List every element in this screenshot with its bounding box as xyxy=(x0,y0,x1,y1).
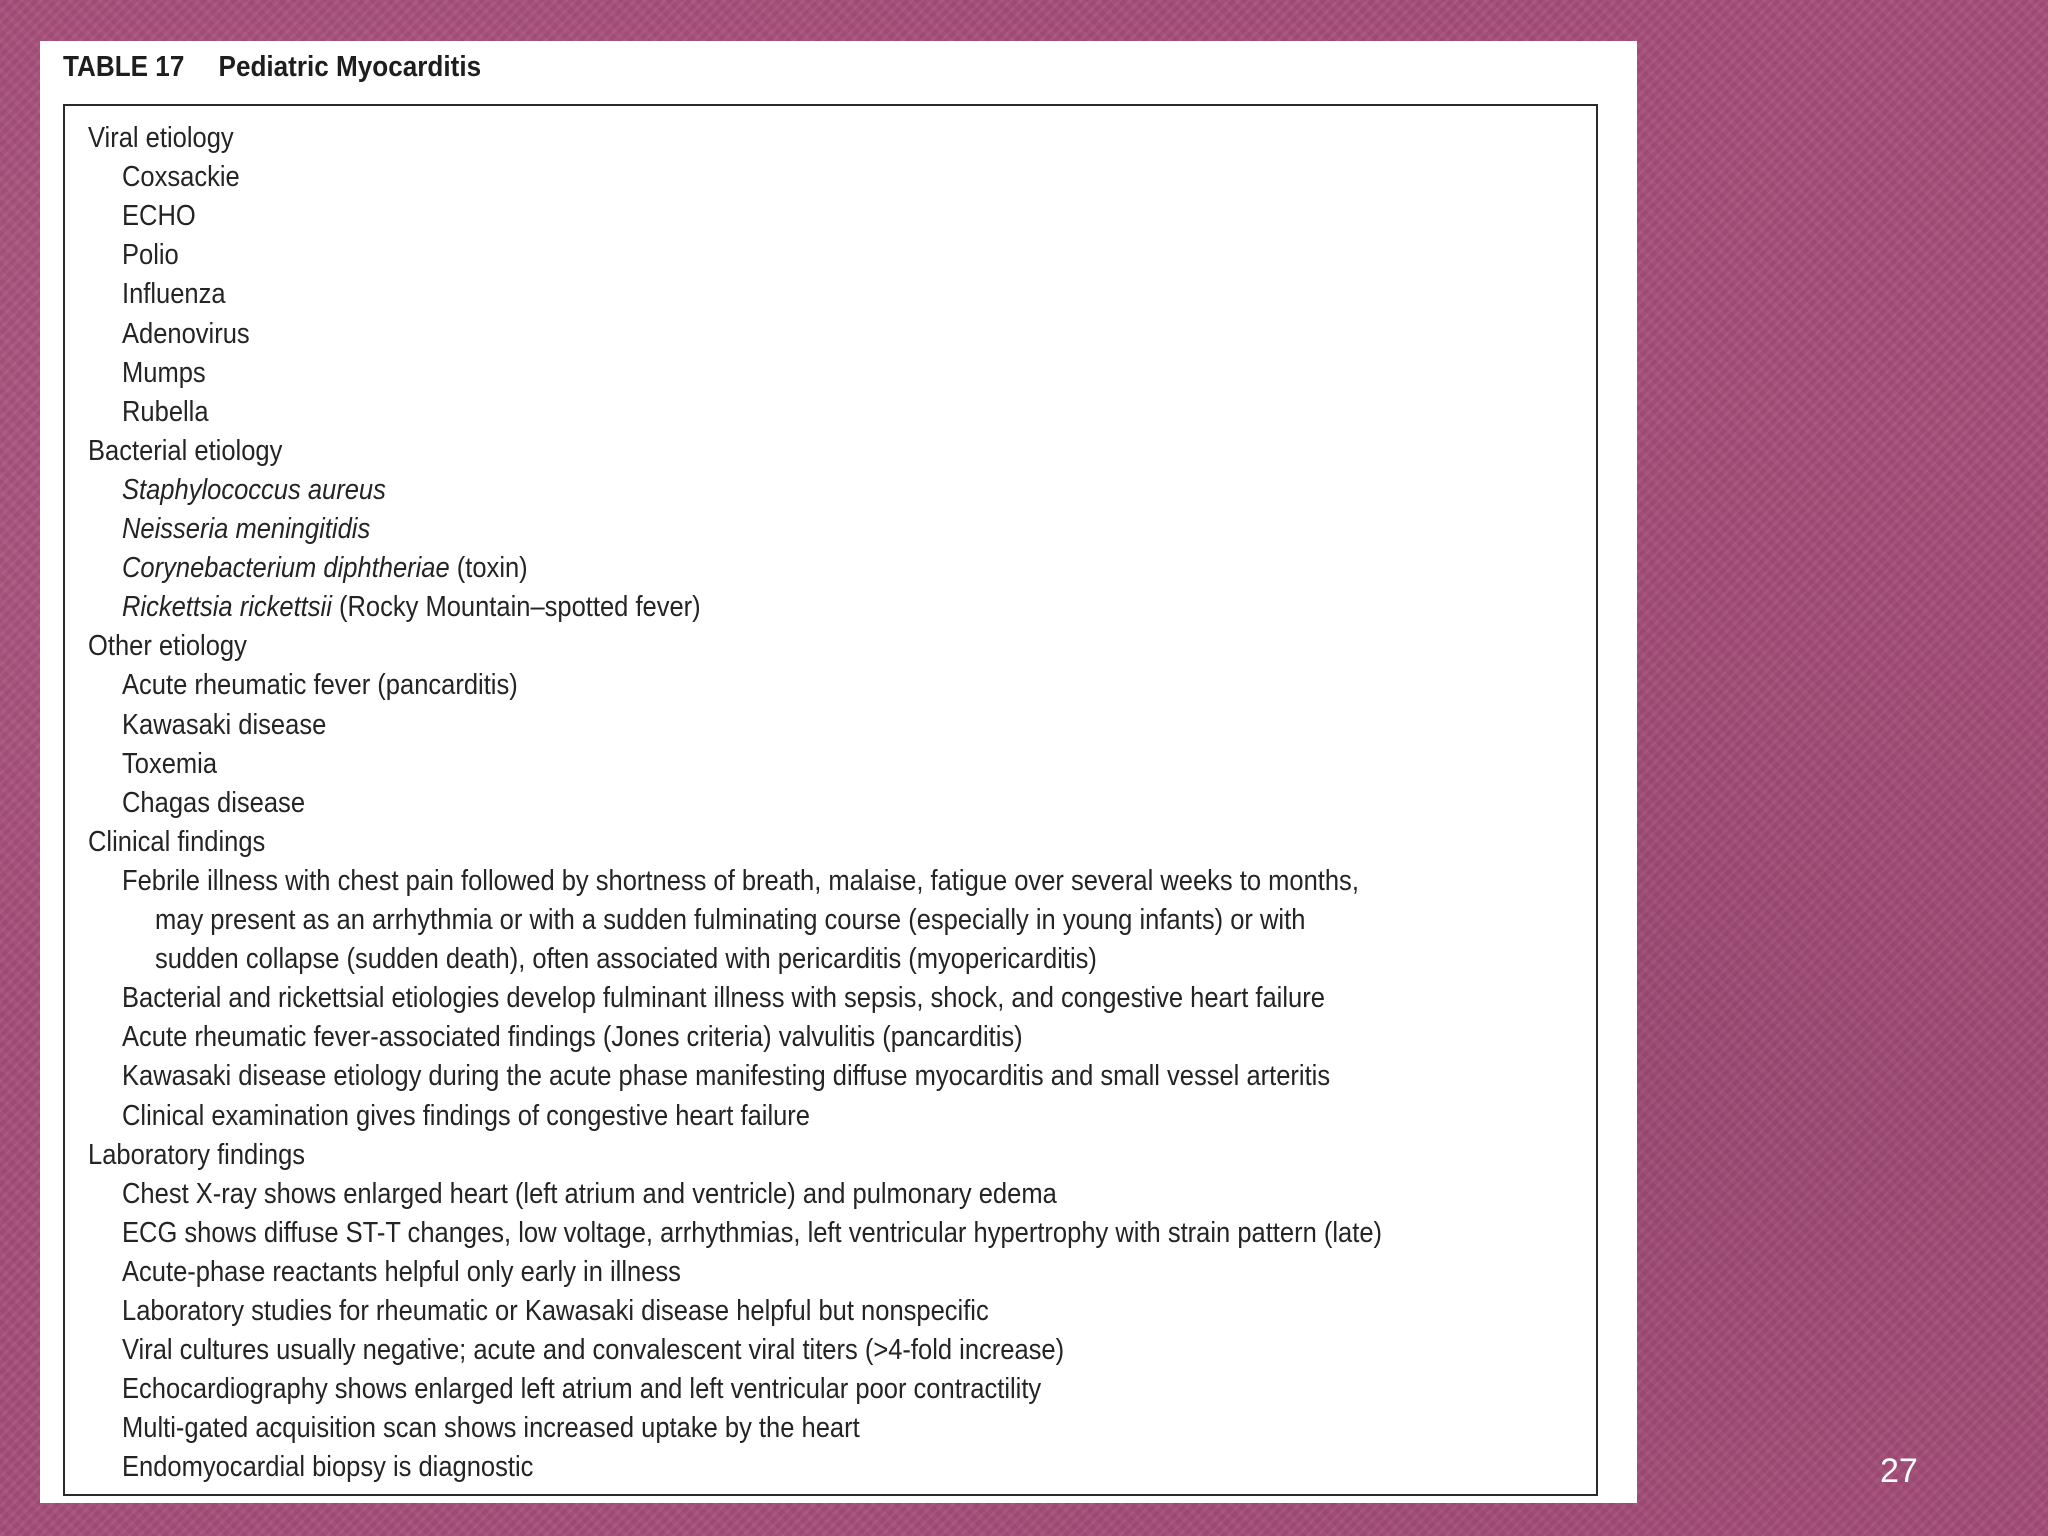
row-text: (toxin) xyxy=(449,552,528,585)
row-text: Chest X-ray shows enlarged heart (left atrium and ventricle) and pulmonary edema xyxy=(122,1177,1057,1210)
row-text: Chagas disease xyxy=(122,786,306,819)
row-text: Acute rheumatic fever (pancarditis) xyxy=(122,669,518,702)
slide-number: 27 xyxy=(1880,1452,1918,1490)
section-heading xyxy=(88,1136,305,1174)
list-item xyxy=(122,1097,810,1135)
row-text: may present as an arrhythmia or with a sudden fulminating course (especially in young infants) or with xyxy=(155,904,1306,936)
section-heading xyxy=(88,119,234,157)
table-title xyxy=(63,51,481,84)
row-text: Laboratory findings xyxy=(88,1138,306,1171)
list-item xyxy=(122,666,518,704)
list-item xyxy=(122,1370,1041,1408)
row-text: Staphylococcus aureus xyxy=(122,473,386,506)
list-item-continuation xyxy=(155,940,1097,978)
row-text: Kawasaki disease xyxy=(122,708,327,741)
list-item xyxy=(122,354,206,392)
list-item xyxy=(122,588,701,626)
row-text: Viral cultures usually negative; acute and convalescent viral titers (>4-fold increase) xyxy=(122,1334,1065,1367)
list-item xyxy=(122,1409,860,1447)
row-text: Laboratory studies for rheumatic or Kawasaki disease helpful but nonspecific xyxy=(122,1295,989,1327)
list-item xyxy=(122,706,326,744)
list-item xyxy=(122,1253,681,1291)
table-label: TABLE 17 xyxy=(63,51,185,83)
row-text: Polio xyxy=(122,239,179,272)
table-box xyxy=(63,104,1598,1496)
list-item xyxy=(122,236,179,274)
row-text: Neisseria meningitidis xyxy=(122,513,371,545)
row-text: Multi-gated acquisition scan shows increased uptake by the heart xyxy=(122,1412,860,1445)
row-text: Rubella xyxy=(122,395,209,428)
list-item xyxy=(122,784,305,822)
list-item xyxy=(122,471,386,509)
row-text: Echocardiography shows enlarged left atrium and left ventricular poor contractility xyxy=(122,1373,1042,1406)
list-item xyxy=(122,549,528,587)
list-item xyxy=(122,1448,533,1486)
row-text: Kawasaki disease etiology during the acute phase manifesting diffuse myocarditis and small vessel arteritis xyxy=(122,1060,1331,1093)
row-text: Viral etiology xyxy=(88,122,234,154)
list-item xyxy=(122,1214,1382,1252)
row-text: Acute-phase reactants helpful only early in illness xyxy=(122,1255,681,1288)
list-item xyxy=(122,315,250,353)
row-text: Bacterial etiology xyxy=(88,434,283,467)
list-item xyxy=(122,745,217,783)
row-text: Febrile illness with chest pain followed by shortness of breath, malaise, fatigue over several weeks to months, xyxy=(122,864,1359,897)
row-text: Corynebacterium diphtheriae xyxy=(122,552,450,585)
list-item xyxy=(122,1175,1057,1213)
row-text: sudden collapse (sudden death), often associated with pericarditis (myopericarditis) xyxy=(155,943,1097,976)
row-text: Rickettsia rickettsii xyxy=(122,591,332,624)
row-text: Clinical examination gives findings of congestive heart failure xyxy=(122,1099,810,1132)
list-item xyxy=(122,393,209,431)
row-text: Acute rheumatic fever-associated findings (Jones criteria) valvulitis (pancarditis) xyxy=(122,1021,1023,1054)
list-item xyxy=(122,275,226,313)
row-text: Endomyocardial biopsy is diagnostic xyxy=(122,1451,534,1484)
list-item xyxy=(122,979,1325,1017)
section-heading xyxy=(88,627,247,665)
row-text: (Rocky Mountain–spotted fever) xyxy=(331,591,701,624)
list-item-continuation xyxy=(155,901,1305,939)
row-text: Toxemia xyxy=(122,747,218,780)
section-heading xyxy=(88,823,265,861)
table-title-text: Pediatric Myocarditis xyxy=(218,51,482,83)
list-item xyxy=(122,1331,1064,1369)
list-item xyxy=(122,862,1359,900)
list-item xyxy=(122,1292,989,1330)
list-item xyxy=(122,1057,1330,1095)
row-text: Bacterial and rickettsial etiologies develop fulminant illness with sepsis, shock, and congestive heart failure xyxy=(122,982,1325,1015)
row-text: Clinical findings xyxy=(88,825,266,858)
list-item xyxy=(122,197,196,235)
list-item xyxy=(122,158,240,196)
row-text: Mumps xyxy=(122,356,206,389)
row-text: Coxsackie xyxy=(122,161,240,194)
list-item xyxy=(122,1018,1023,1056)
row-text: Adenovirus xyxy=(122,317,250,350)
row-text: ECG shows diffuse ST-T changes, low voltage, arrhythmias, left ventricular hypertrophy with strain pattern (late) xyxy=(122,1216,1383,1249)
list-item xyxy=(122,510,370,548)
section-heading xyxy=(88,432,282,470)
table-image xyxy=(40,41,1637,1503)
row-text: Influenza xyxy=(122,278,226,311)
row-text: Other etiology xyxy=(88,630,247,663)
row-text: ECHO xyxy=(122,200,196,233)
